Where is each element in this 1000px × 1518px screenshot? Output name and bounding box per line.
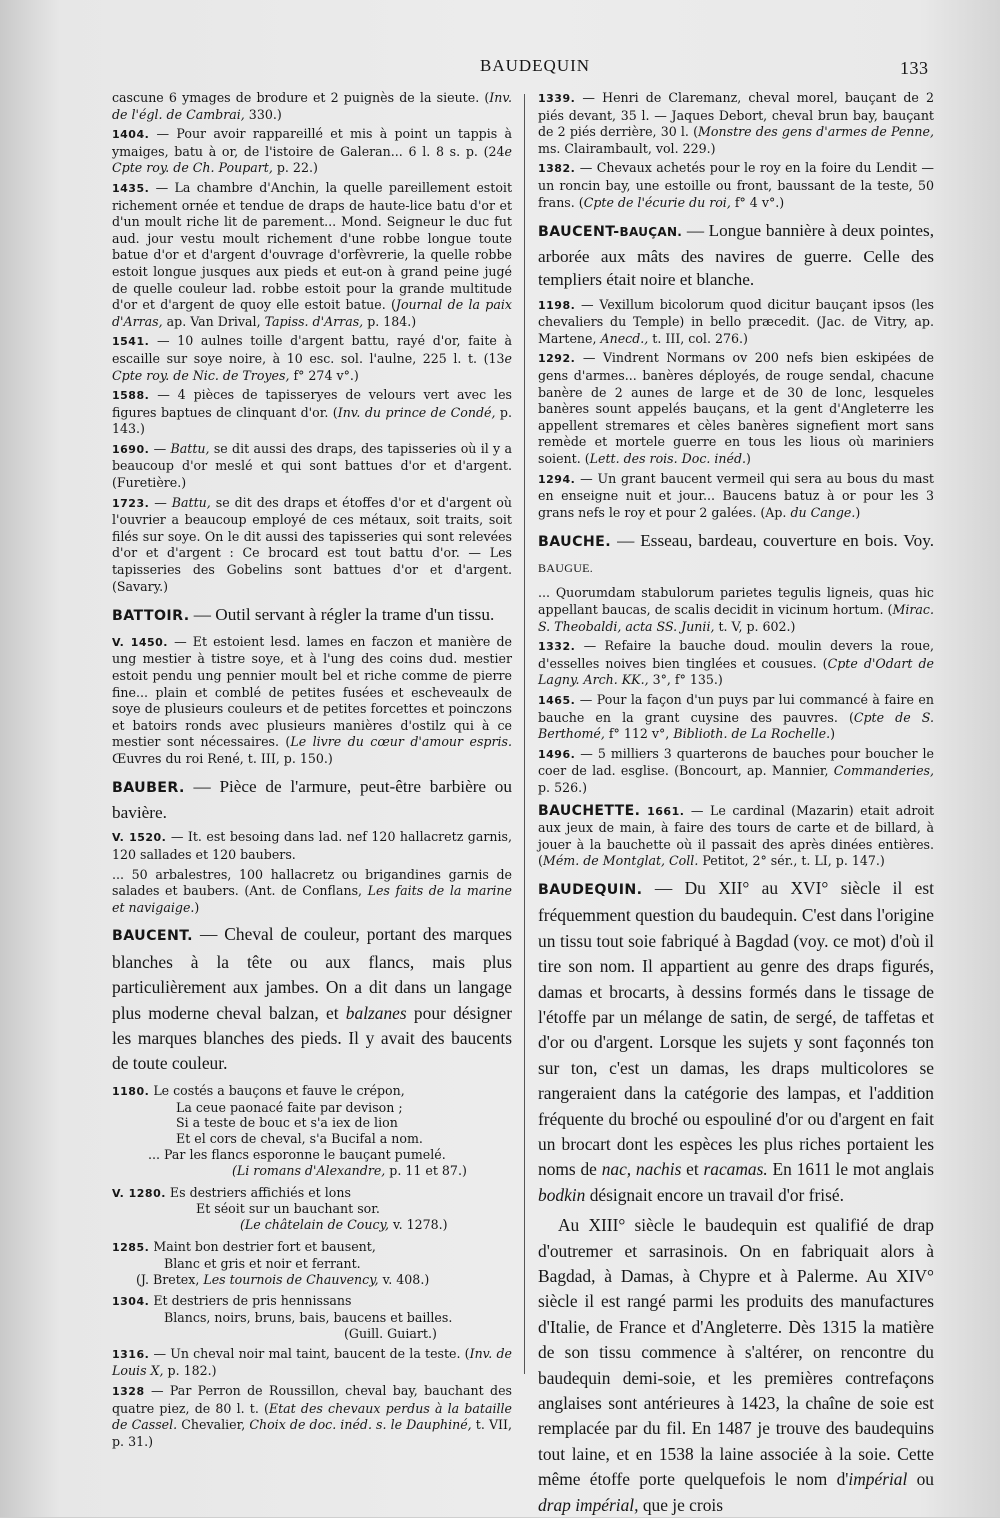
- headword: BATTOIR.: [112, 608, 190, 625]
- entry-paragraph: V. 1450. — Et estoient lesd. lames en faczon et manière de ung mestier à tistre soye, et à l'ung des coins dud. mestier estoit pendu ung pennier moult bel et riche comme de pierre fine... plain et comblé de petites fusées et escheveaulx de soye de plusieurs couleurs et de petites forcettes et poinczons et batoirs ronds avec plusieurs manières d'ostilz qui à ce mestier sont nécessaires. (Le livre du cœur d'amour espris. Œuvres du roi René, t. III, p. 150.): [112, 633, 512, 766]
- headword-entry-baucent: BAUCENT. — Cheval de couleur, portant des marques blanches à la tête ou aux flancs, mais plus particulièrement aux jambes. On a dit dans un langage plus moderne cheval balzan, et balzanes pour désigner les marques blanches des pieds. Il y avait des baucents de toute couleur.: [112, 924, 512, 1074]
- entry-paragraph: 1316. — Un cheval noir mal taint, baucent de la teste. (Inv. de Louis X, p. 182.): [112, 1345, 512, 1379]
- headword: BAUCHETTE.: [538, 802, 641, 819]
- verse-quote-1180: 1180. Le costés a bauçons et fauve le crépon, La ceue paonacé faite par devison ; Si a teste de bouc et s'a iex de lion Et el cors de cheval, s'a Bucifal a nom. ... Par les flancs esporonne le bauçant pumelé. (Li romans d'Alexandre, p. 11 et 87.): [112, 1082, 467, 1178]
- entry-paragraph: 1690. — Battu, se dit aussi des draps, des tapisseries où il y a beaucoup d'or meslé et qui sont battues d'or et d'argent. (Furetière.): [112, 440, 512, 491]
- headword: BAUBER.: [112, 780, 185, 797]
- entry-paragraph: 1465. — Pour la façon d'un puys par lui commancé à faire en bauche en la grant cuysine des pauvres. (Cpte de S. Berthomé, f° 112 v°, Biblioth. de La Rochelle.): [538, 691, 934, 742]
- entry-paragraph: 1339. — Henri de Claremanz, cheval morel, bauçant de 2 piés devant, 35 l. — Jaques Debort, cheval brun bay, bauçant de 2 piés derrière, 30 l. (Monstre des gens d'armes de Penne, ms. Clairambault, vol. 229.): [538, 90, 934, 156]
- verse-quote-1304: 1304. Et destriers de pris hennissans Blancs, noirs, bruns, bais, baucens et bailles. (Guill. Guiart.): [112, 1293, 453, 1342]
- entry-paragraph: 1332. — Refaire la bauche doud. moulin devers la roue, d'esselles noives bien tinglées et cousues. (Cpte d'Odart de Lagny. Arch. KK., 3°, f° 135.): [538, 638, 934, 688]
- entry-paragraph: cascune 6 ymages de brodure et 2 puignès de la sieute. (Inv. de l'égl. de Cambrai, 330.): [112, 90, 512, 122]
- headword: BAUCENT-: [538, 224, 620, 241]
- headword-entry-battoir: BATTOIR. — Outil servant à régler la trame d'un tissu.: [112, 605, 495, 625]
- headword-entry-baudequin: BAUDEQUIN. — Du XII° au XVI° siècle il est fréquemment question du baudequin. C'est dans l'origine un tissu tout soie fabriqué à Bagdad (voy. ce mot) d'où il tire son nom. Il appartient au genre des draps figurés, damas et brocarts, à dessins formés dans le tissage de l'étoffe par un mélange de satin, de sergé, de taffetas et d'or ou d'argent. Lorsque les sujets y sont façonnés ton sur ton, c'est un damas, les draps multicolores se rangeraient dans la catégorie des lampas, et l'addition fréquente du broché ou espouliné d'or ou d'argent en fait un brocart dont les espèces les plus riches portaient les noms de nac, nachis et racamas. En 1611 le mot anglais bodkin désignait encore un travail d'or frisé.: [538, 877, 935, 1205]
- entry-paragraph: V. 1520. — It. est besoing dans lad. nef 120 hallacretz garnis, 120 sallades et 120 baubers.: [112, 829, 512, 863]
- headword: BAUCENT.: [112, 928, 193, 945]
- entry-paragraph: 1198. — Vexillum bicolorum quod dicitur bauçant ipsos (les chevaliers du Temple) in bello præcedit. (Jac. de Vitry, ap. Martene, Anecd., t. III, col. 276.): [538, 296, 934, 346]
- right-column: [538, 90, 935, 1515]
- entry-paragraph: ... 50 arbalestres, 100 hallacretz ou brigandines garnis de salades et baubers. (Ant. de Conflans, Les faits de la marine et navigaige.): [112, 866, 512, 915]
- headword: BAUCHE.: [538, 534, 612, 551]
- headword-entry-bauche: BAUCHE. — Esseau, bardeau, couverture en bois. Voy. BAUGUE.: [538, 531, 934, 575]
- entry-paragraph: 1292. — Vindrent Normans ov 200 nefs bien eskipées de gens d'armes... banères déployés, de rouge sendal, chacune banère de 2 aunes de large et de 30 de lonc, lesqueles banères sount appelés bauçans, et la gent d'Angleterre les appellent stremares et cèles banères signefient mort sans remède et mortele guerre en tous les lious où mariniers soient. (Lett. des rois. Doc. inéd.): [538, 350, 934, 466]
- headword-entry-bauchette: BAUCHETTE. 1661. — Le cardinal (Mazarin) etait adroit aux jeux de main, à faire des tours de carte et de billard, à jouer à la bauchette où il passait des après dinées entières. (Mém. de Montglat, Coll. Petitot, 2° sér., t. LI, p. 147.): [538, 802, 935, 869]
- entry-paragraph: Au XIII° siècle le baudequin est qualifié de drap d'outremer et sarrasinois. On en fabriquait alors à Bagdad, à Damas, à Chypre et à Palerme. Au XIV° siècle il est rangé parmi les produits des manufactures d'Italie, de France et d'Angleterre. Dès 1315 la matière de son tissu commence à s'altérer, on rencontre du baudequin demi-soie, et les premières contrefaçons anglaises sont antérieures à 1423, la chaîne de soie est remplacée par du fil. En 1487 je trouve des baudequins tout laine, et en 1538 la laine associée à la soie. Cette même étoffe porte quelquefois le nom d'impérial ou drap impérial, que je crois: [538, 1215, 934, 1515]
- entry-paragraph: ... Quorumdam stabulorum parietes tegulis ligneis, quas hic appellant baucas, de scalis decidit in vicinum hortum. (Mirac. S. Theobaldi, acta SS. Junii, t. V, p. 602.): [538, 585, 934, 634]
- entry-paragraph: 1294. — Un grant baucent vermeil qui sera au bous du mast en enseigne nuit et jour... Baucens batuz à or pour les 3 grans nefs le roy et pour 2 galées. (Ap. du Cange.): [538, 470, 934, 520]
- entry-paragraph: 1328 — Par Perron de Roussillon, cheval bay, bauchant des quatre piez, de 80 l. t. (Etat des chevaux perdus à la bataille de Cassel. Chevalier, Choix de doc. inéd. s. le Dauphiné, t. VII, p. 31.): [112, 1383, 512, 1449]
- page-number: 133: [900, 58, 929, 78]
- entry-paragraph: 1496. — 5 milliers 3 quarterons de bauches pour boucher le coer de lad. esglise. (Boncourt, ap. Mannier, Commanderies, p. 526.): [538, 745, 934, 795]
- verse-quote-1285: 1285. Maint bon destrier fort et bausent, Blanc et gris et noir et ferrant. (J. Bretex, Les tournois de Chauvency, v. 408.): [112, 1239, 430, 1287]
- headword-entry-baucent-baucan: BAUCENT-BAUÇAN. — Longue bannière à deux pointes, arborée aux mâts des navires de guerre. Celle des templiers était noire et blanche.: [538, 221, 934, 290]
- column-divider: [524, 94, 525, 1374]
- entry-paragraph: 1541. — 10 aulnes toille d'argent battu, rayé d'or, faite à escaille sur soye noire, à 10 esc. sol. l'aulne, 225 l. t. (13e Cpte roy. de Nic. de Troyes, f° 274 v°.): [112, 333, 512, 383]
- entry-paragraph: 1404. — Pour avoir rappareillé et mis à point un tappis à ymaiges, batu à or, de l'istoire de Galeran... 6 l. 8 s. p. (24e Cpte roy. de Ch. Poupart, p. 22.): [112, 126, 512, 176]
- headword-entry-bauber: BAUBER. — Pièce de l'armure, peut-être barbière ou bavière.: [112, 777, 512, 822]
- left-column: [112, 90, 512, 1449]
- entry-paragraph: 1435. — La chambre d'Anchin, la quelle pareillement estoit richement ornée et tendue de draps de haute-lice batu d'or et d'un moult riche lit de parement... Mond. Seigneur le duc fut aud. jour vestu moult richement d'une robbe longue toute batue d'or et d'argent d'ouvrage d'orfèvrerie, la quelle robbe estoit longue jusques aux pieds et eut-on à grand peine jugé de quelle couleur lad. robbe estoit pour la grande multitude d'or et d'argent de quoy elle estoit batue. (Journal de la paix d'Arras, ap. Van Drival, Tapiss. d'Arras, p. 184.): [112, 179, 512, 329]
- headword: BAUDEQUIN.: [538, 881, 643, 898]
- running-head: BAUDEQUIN: [480, 56, 591, 75]
- verse-quote-1280: V. 1280. Es destriers affichiés et lons Et séoit sur un bauchant sor. (Le châtelain de Coucy, v. 1278.): [112, 1184, 448, 1233]
- entry-paragraph: 1723. — Battu, se dit des draps et étoffes d'or et d'argent où l'ouvrier a beaucoup employé de ces métaux, soit traits, soit filés sur soye. On le dit aussi des tapisseries qui sont relevées d'or et d'argent : Ce brocard est tout battu d'or. — Les tapisseries des Gobelins sont battues d'or et d'argent. (Savary.): [112, 494, 512, 594]
- entry-paragraph: 1382. — Chevaux achetés pour le roy en la foire du Lendit — un roncin bay, une estoille ou front, baussant de la teste, 50 frans. (Cpte de l'écurie du roi, f° 4 v°.): [538, 160, 934, 210]
- entry-paragraph: 1588. — 4 pièces de tapisseryes de velours vert avec les figures baptues de clinquant d'or. (Inv. du prince de Condé, p. 143.): [112, 387, 512, 437]
